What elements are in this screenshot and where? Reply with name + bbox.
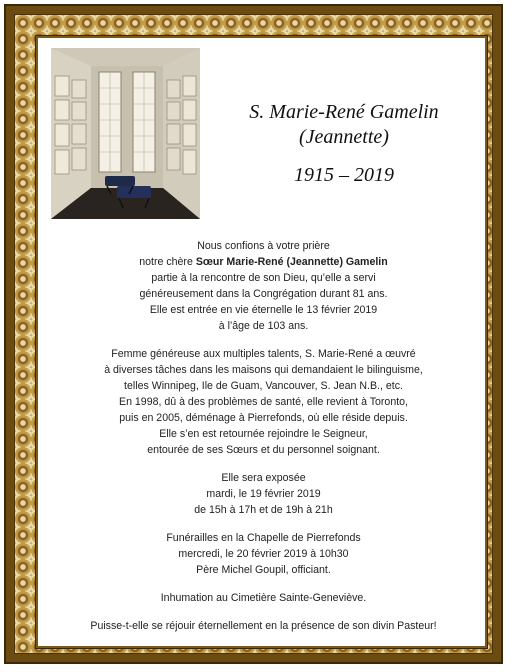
notice-paper — [36, 36, 487, 648]
intro-line: partie à la rencontre de son Dieu, qu’elle a servi — [151, 272, 376, 284]
burial-line: Inhumation au Cimetière Sainte-Geneviève. — [160, 592, 367, 604]
funeral-line: Funérailles en la Chapelle de Pierrefonds — [166, 532, 361, 544]
bio-line: En 1998, dû à des problèmes de santé, elle revient à Toronto, — [119, 396, 408, 408]
bio-line: telles Winnipeg, Ile de Guam, Vancouver, S. Jean N.B., etc. — [124, 380, 403, 392]
notice-body — [38, 238, 489, 634]
intro-line — [38, 254, 489, 270]
intro-line: Elle est entrée en vie éternelle le 13 février 2019 — [149, 304, 378, 316]
exposition-line: mardi, le 19 février 2019 — [206, 488, 321, 500]
bio-line: Femme généreuse aux multiples talents, S. Marie-René a œuvré — [111, 348, 416, 360]
interior-hallway-image — [51, 48, 200, 219]
spacer — [38, 578, 489, 590]
spacer — [38, 518, 489, 530]
intro-line: à l’âge de 103 ans. — [218, 320, 309, 332]
exposition-line: de 15h à 17h et de 19h à 21h — [194, 504, 333, 516]
deceased-name: S. Marie-René Gamelin — [249, 101, 439, 123]
bio-line: entourée de ses Sœurs et du personnel soignant. — [147, 444, 380, 456]
notice-header — [224, 100, 464, 188]
spacer — [38, 458, 489, 470]
spacer — [38, 334, 489, 346]
sister-name: Sœur Marie-René (Jeannette) Gamelin — [195, 256, 388, 268]
memorial-photo — [51, 48, 200, 219]
intro-line: Nous confions à votre prière — [197, 240, 330, 252]
intro-prefix: notre chère — [139, 256, 196, 268]
life-years: 1915 – 2019 — [294, 164, 394, 186]
exposition-line: Elle sera exposée — [221, 472, 306, 484]
deceased-nickname: (Jeannette) — [299, 126, 389, 148]
funeral-line: mercredi, le 20 février 2019 à 10h30 — [178, 548, 349, 560]
bio-line: puis en 2005, déménage à Pierrefonds, où elle réside depuis. — [119, 412, 408, 424]
decorative-frame — [4, 4, 503, 664]
closing-line: Puisse-t-elle se réjouir éternellement en la présence de son divin Pasteur! — [90, 620, 437, 632]
funeral-line: Père Michel Goupil, officiant. — [196, 564, 331, 576]
bio-line: à diverses tâches dans les maisons qui demandaient le bilinguisme, — [104, 364, 423, 376]
bio-line: Elle s’en est retournée rejoindre le Seigneur, — [159, 428, 368, 440]
spacer — [38, 606, 489, 618]
intro-line: généreusement dans la Congrégation durant 81 ans. — [139, 288, 388, 300]
